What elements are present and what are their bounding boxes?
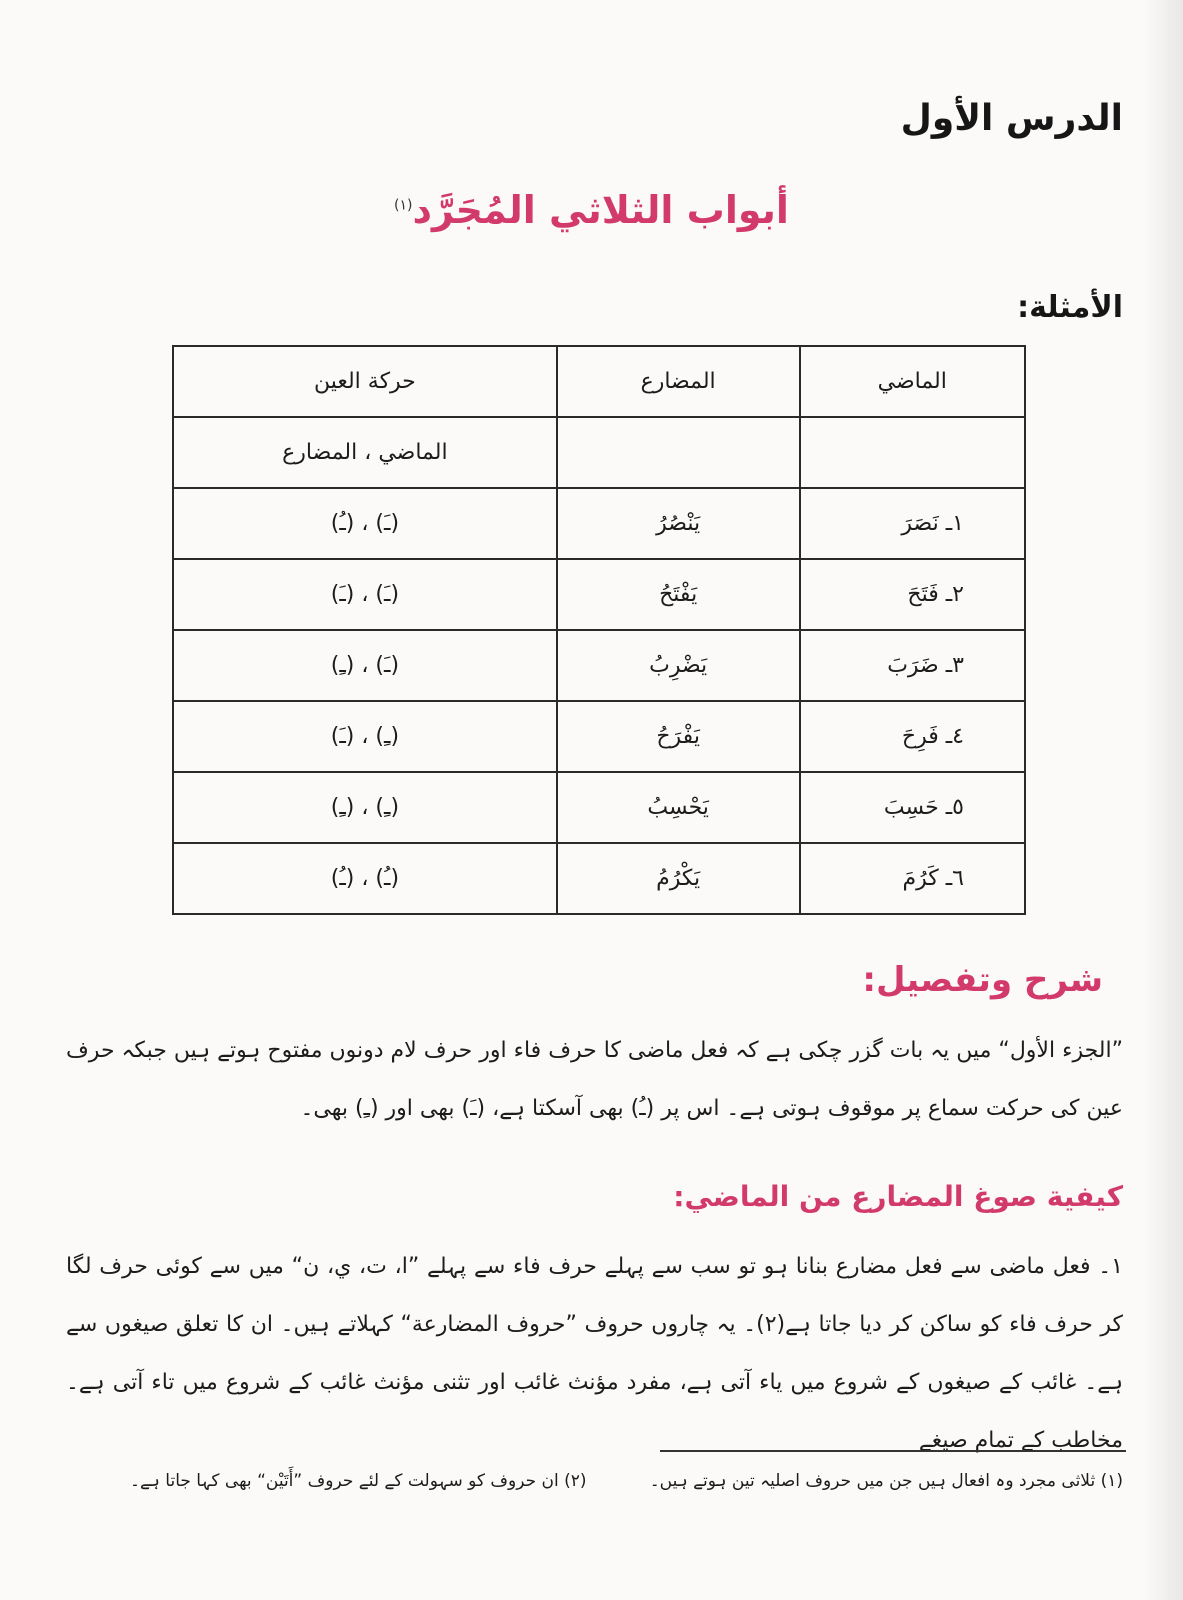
- lesson-title: الدرس الأول: [900, 98, 1123, 139]
- main-title: [0, 188, 1183, 232]
- table-row: [173, 630, 1025, 701]
- subheader-empty-present: [557, 417, 800, 488]
- footnote-2: (۲) ان حروف کو سہولت کے لئے حروف ”أَتَيْن“ بھی کہا جاتا ہے۔: [130, 1471, 587, 1491]
- section-heading: شرح وتفصيل:: [862, 960, 1103, 1000]
- cell-present: يَحْسِبُ: [557, 772, 800, 843]
- cell-present: يَضْرِبُ: [557, 630, 800, 701]
- footnote-1: (۱) ثلاثی مجرد وہ افعال ہیں جن میں حروف اصلیہ تین ہوتے ہیں۔: [649, 1471, 1123, 1491]
- cell-harakah: (ـَ) ، (ـُ): [173, 488, 557, 559]
- table-header-row: [173, 346, 1025, 417]
- cell-past: ٥ـ حَسِبَ: [800, 772, 1026, 843]
- table-row: [173, 772, 1025, 843]
- cell-past: ٤ـ فَرِحَ: [800, 701, 1026, 772]
- page-edge-shadow: [1143, 0, 1183, 1600]
- table-row: [173, 488, 1025, 559]
- subheader-harakah: الماضي ، المضارع: [173, 417, 557, 488]
- paragraph-rule-1: ۱۔ فعل ماضی سے فعل مضارع بنانا ہو تو سب سے پہلے حرف فاء سے پہلے ”ا، ت، ي، ن“ میں سے کوئی حرف لگا کر حرف فاء کو ساکن کر دیا جاتا ہے(۲)۔ یہ چاروں حروف ”حروف المضارعة“ کہلاتے ہیں۔ ان کا تعلق صیغوں سے ہے۔ غائب کے صیغوں کے شروع میں یاء آتی ہے، مفرد مؤنث غائب اور تثنی مؤنث غائب کے شروع میں تاء آتی ہے۔ مخاطب کے تمام صیغے: [66, 1254, 1124, 1453]
- examples-label: الأمثلة:: [1017, 290, 1123, 325]
- header-harakah: حركة العين: [173, 346, 557, 417]
- cell-harakah: (ـِ) ، (ـِ): [173, 772, 557, 843]
- cell-present: يَفْرَحُ: [557, 701, 800, 772]
- cell-harakah: (ـَ) ، (ـِ): [173, 630, 557, 701]
- cell-harakah: (ـُ) ، (ـُ): [173, 843, 557, 914]
- cell-present: يَفْتَحُ: [557, 559, 800, 630]
- cell-harakah: (ـَ) ، (ـَ): [173, 559, 557, 630]
- cell-harakah: (ـِ) ، (ـَ): [173, 701, 557, 772]
- sub-heading: كيفية صوغ المضارع من الماضي:: [673, 1180, 1123, 1213]
- cell-present: يَكْرُمُ: [557, 843, 800, 914]
- main-title-footnote-marker: (١): [394, 197, 413, 214]
- table-row: [173, 701, 1025, 772]
- cell-past: ١ـ نَصَرَ: [800, 488, 1026, 559]
- table-subheader-row: [173, 417, 1025, 488]
- table-row: [173, 843, 1025, 914]
- paragraph-intro: ”الجزء الأول“ میں یہ بات گزر چکی ہے کہ فعل ماضی کا حرف فاء اور حرف لام دونوں مفتوح ہوتے ہیں جبکہ حرف عین کی حرکت سماع پر موقوف ہوتی ہے۔ اس پر (ـُ) بھی آسکتا ہے، (ـَ) بھی اور (ـِ) بھی۔: [66, 1038, 1123, 1121]
- header-past: الماضي: [800, 346, 1026, 417]
- header-present: المضارع: [557, 346, 800, 417]
- cell-past: ٦ـ كَرُمَ: [800, 843, 1026, 914]
- subheader-empty-past: [800, 417, 1026, 488]
- footnote-divider: [660, 1450, 1126, 1452]
- cell-past: ٢ـ فَتَحَ: [800, 559, 1026, 630]
- main-title-text: أبواب الثلاثي المُجَرَّد: [412, 188, 789, 232]
- examples-table: [172, 345, 1026, 915]
- cell-present: يَنْصُرُ: [557, 488, 800, 559]
- cell-past: ٣ـ ضَرَبَ: [800, 630, 1026, 701]
- table-row: [173, 559, 1025, 630]
